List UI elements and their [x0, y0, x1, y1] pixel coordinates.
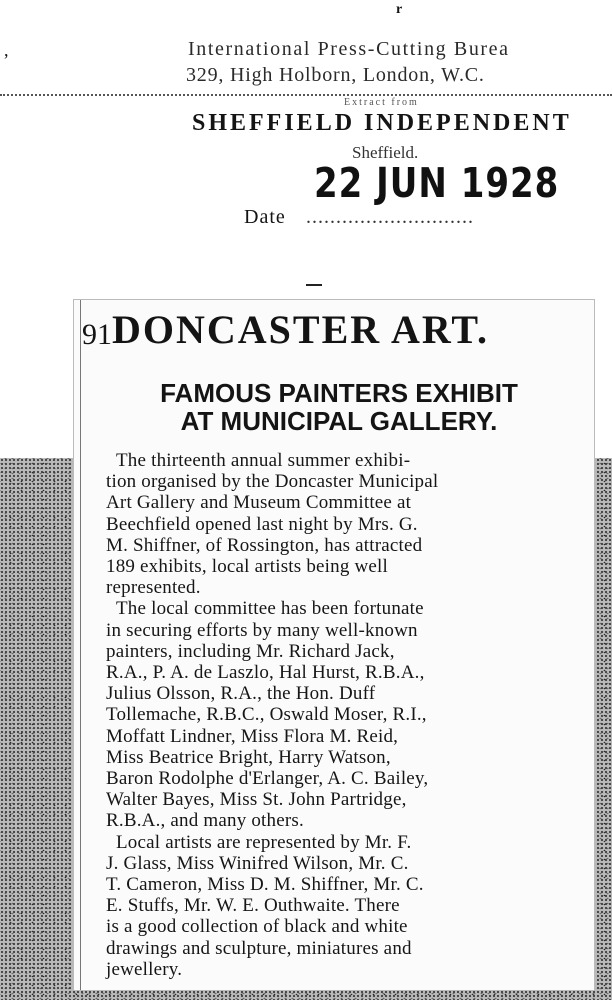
- article-line: Walter Bayes, Miss St. John Partridge,: [106, 789, 407, 811]
- article-line: R.A., P. A. de Laszlo, Hal Hurst, R.B.A.,: [106, 662, 425, 684]
- agency-name: International Press-Cutting Burea: [188, 38, 510, 60]
- date-label: Date: [244, 206, 286, 228]
- article-line: painters, including Mr. Richard Jack,: [106, 640, 395, 662]
- column-rule: [80, 300, 81, 990]
- handwritten-mark: 91: [82, 318, 112, 351]
- article-line: Miss Beatrice Bright, Harry Watson,: [106, 746, 391, 768]
- article-line: J. Glass, Miss Winifred Wilson, Mr. C.: [106, 852, 409, 874]
- article-line: Julius Olsson, R.A., the Hon. Duff: [106, 683, 376, 705]
- article-line: in securing efforts by many well-known: [106, 619, 418, 641]
- article-line: R.B.A., and many others.: [106, 810, 304, 832]
- stamp-divider: [0, 94, 612, 96]
- article-line: Beechfield opened last night by Mrs. G.: [106, 513, 418, 535]
- article-line: E. Stuffs, Mr. W. E. Outhwaite. There: [106, 895, 400, 917]
- newspaper-name: SHEFFIELD INDEPENDENT: [192, 110, 572, 136]
- article-headline: DONCASTER ART.: [112, 307, 490, 352]
- newspaper-city: Sheffield.: [352, 143, 419, 162]
- article-subhead-line2: AT MUNICIPAL GALLERY.: [180, 406, 498, 436]
- article-line: The local committee has been fortunate: [116, 598, 424, 620]
- article-line: Moffatt Lindner, Miss Flora M. Reid,: [106, 725, 399, 747]
- extract-label: Extract from: [344, 97, 419, 108]
- stray-mark-left: ,: [4, 40, 9, 60]
- date-stamp: 22 JUN 1928: [314, 160, 560, 208]
- article-body: [106, 450, 596, 980]
- article-line: M. Shiffner, of Rossington, has attracted: [106, 534, 423, 556]
- article-line: tion organised by the Doncaster Municipal: [106, 471, 439, 493]
- article-line: T. Cameron, Miss D. M. Shiffner, Mr. C.: [106, 874, 424, 896]
- separator-dash: [306, 284, 322, 286]
- article-line: 189 exhibits, local artists being well: [106, 556, 388, 578]
- article-line: jewellery.: [106, 958, 183, 980]
- agency-address: 329, High Holborn, London, W.C.: [186, 64, 485, 86]
- date-dotted-line: ............................: [306, 206, 474, 228]
- article-line: Art Gallery and Museum Committee at: [106, 492, 412, 514]
- article-line: Local artists are represented by Mr. F.: [116, 831, 412, 853]
- article-line: The thirteenth annual summer exhibi-: [116, 450, 411, 471]
- article-line: drawings and sculpture, miniatures and: [106, 937, 412, 959]
- press-cutting-stamp: [0, 0, 612, 290]
- article-line: represented.: [106, 577, 201, 599]
- article-line: Tollemache, R.B.C., Oswald Moser, R.I.,: [106, 704, 427, 726]
- article-line: is a good collection of black and white: [106, 916, 408, 938]
- article-subhead-line1: FAMOUS PAINTERS EXHIBIT: [160, 378, 518, 408]
- stray-mark: r: [396, 2, 403, 17]
- article-line: Baron Rodolphe d'Erlanger, A. C. Bailey,: [106, 768, 429, 790]
